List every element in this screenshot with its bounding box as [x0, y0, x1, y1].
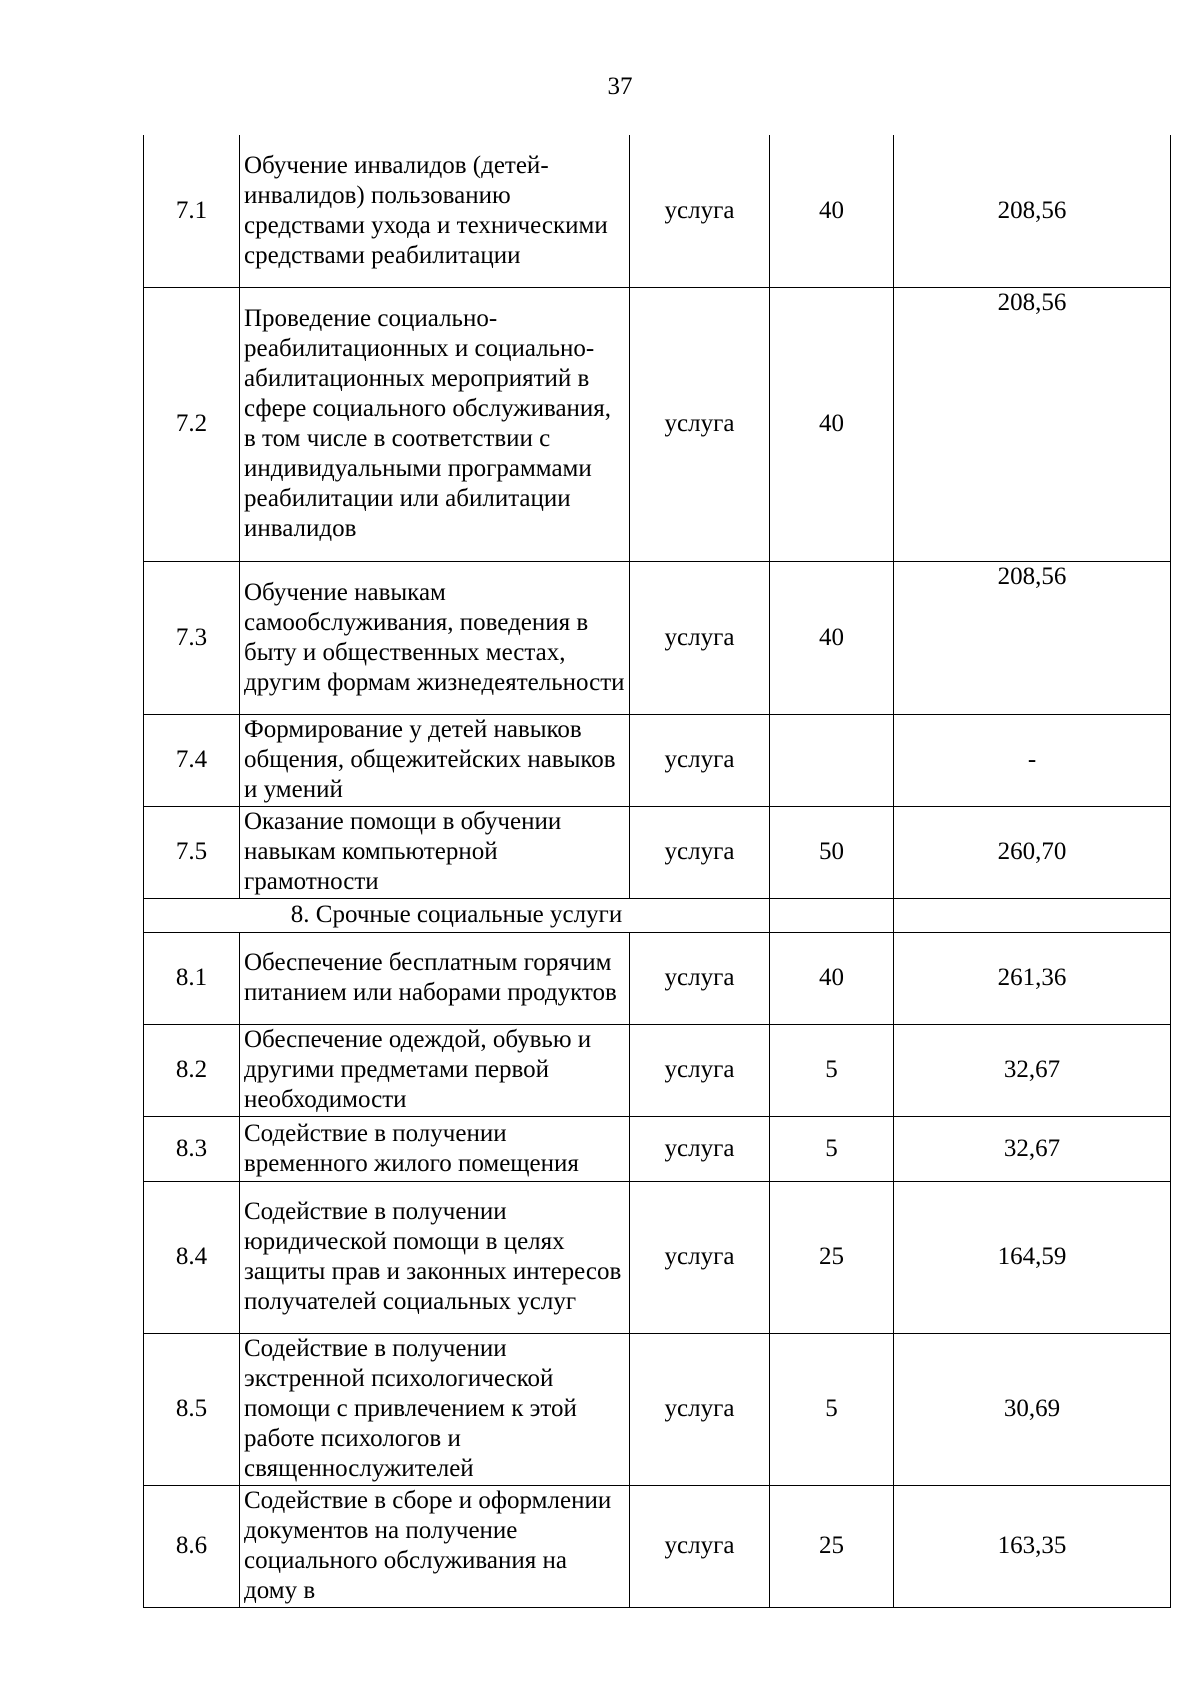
row-number: 7.1	[144, 135, 240, 287]
service-price: 208,56	[894, 561, 1171, 714]
table-row	[144, 806, 1171, 898]
service-quantity: 5	[770, 1333, 894, 1485]
service-quantity: 25	[770, 1181, 894, 1333]
section-empty-cell	[770, 898, 894, 932]
page-number: 37	[607, 73, 633, 100]
service-name: Содействие в сборе и оформлении документов на получение социального обслуживания на дому в	[240, 1485, 630, 1607]
service-name: Содействие в получении юридической помощи в целях защиты прав и законных интересов получателей социальных услуг	[240, 1181, 630, 1333]
service-price: 208,56	[894, 287, 1171, 561]
service-unit: услуга	[630, 714, 770, 806]
table-row	[144, 287, 1171, 561]
row-number: 8.2	[144, 1024, 240, 1116]
service-quantity: 5	[770, 1024, 894, 1116]
table-row	[144, 1333, 1171, 1485]
service-quantity: 25	[770, 1485, 894, 1607]
service-unit: услуга	[630, 287, 770, 561]
service-quantity: 40	[770, 135, 894, 287]
table-row	[144, 714, 1171, 806]
services-table	[143, 135, 1171, 1608]
service-name: Обеспечение бесплатным горячим питанием или наборами продуктов	[240, 932, 630, 1024]
table-row	[144, 1024, 1171, 1116]
service-name: Обучение навыкам самообслуживания, поведения в быту и общественных местах, другим формам жизнедеятельности	[240, 561, 630, 714]
row-number: 7.2	[144, 287, 240, 561]
row-number: 7.5	[144, 806, 240, 898]
service-name: Содействие в получении временного жилого помещения	[240, 1116, 630, 1181]
service-name: Обучение инвалидов (детей-инвалидов) пользованию средствами ухода и техническими средствами реабилитации	[240, 135, 630, 287]
section-empty-cell	[894, 898, 1171, 932]
section-header-row	[144, 898, 1171, 932]
table-row	[144, 932, 1171, 1024]
row-number: 8.1	[144, 932, 240, 1024]
service-name: Формирование у детей навыков общения, общежитейских навыков и умений	[240, 714, 630, 806]
service-price: 163,35	[894, 1485, 1171, 1607]
row-number: 8.3	[144, 1116, 240, 1181]
service-price: -	[894, 714, 1171, 806]
service-quantity: 50	[770, 806, 894, 898]
service-quantity: 40	[770, 932, 894, 1024]
service-unit: услуга	[630, 1024, 770, 1116]
service-unit: услуга	[630, 1116, 770, 1181]
service-unit: услуга	[630, 1181, 770, 1333]
table-row	[144, 135, 1171, 287]
service-price: 32,67	[894, 1024, 1171, 1116]
service-quantity: 40	[770, 561, 894, 714]
service-unit: услуга	[630, 932, 770, 1024]
service-price: 32,67	[894, 1116, 1171, 1181]
row-number: 8.4	[144, 1181, 240, 1333]
service-quantity	[770, 714, 894, 806]
service-unit: услуга	[630, 561, 770, 714]
table-row	[144, 1485, 1171, 1607]
service-name: Проведение социально-реабилитационных и социально-абилитационных мероприятий в сфере социального обслуживания, в том числе в соответствии с индивидуальными программами реабилитации или абилитации инвалидов	[240, 287, 630, 561]
service-quantity: 40	[770, 287, 894, 561]
service-name: Оказание помощи в обучении навыкам компьютерной грамотности	[240, 806, 630, 898]
service-price: 261,36	[894, 932, 1171, 1024]
table-row	[144, 1181, 1171, 1333]
service-unit: услуга	[630, 1333, 770, 1485]
service-price: 164,59	[894, 1181, 1171, 1333]
service-price: 30,69	[894, 1333, 1171, 1485]
section-title: 8. Срочные социальные услуги	[144, 898, 770, 932]
service-price: 208,56	[894, 135, 1171, 287]
table-row	[144, 561, 1171, 714]
table-row	[144, 1116, 1171, 1181]
service-unit: услуга	[630, 1485, 770, 1607]
service-quantity: 5	[770, 1116, 894, 1181]
service-unit: услуга	[630, 806, 770, 898]
row-number: 7.4	[144, 714, 240, 806]
row-number: 8.5	[144, 1333, 240, 1485]
row-number: 8.6	[144, 1485, 240, 1607]
service-name: Обеспечение одеждой, обувью и другими предметами первой необходимости	[240, 1024, 630, 1116]
service-price: 260,70	[894, 806, 1171, 898]
service-name: Содействие в получении экстренной психологической помощи с привлечением к этой работе психологов и священнослужителей	[240, 1333, 630, 1485]
service-unit: услуга	[630, 135, 770, 287]
row-number: 7.3	[144, 561, 240, 714]
